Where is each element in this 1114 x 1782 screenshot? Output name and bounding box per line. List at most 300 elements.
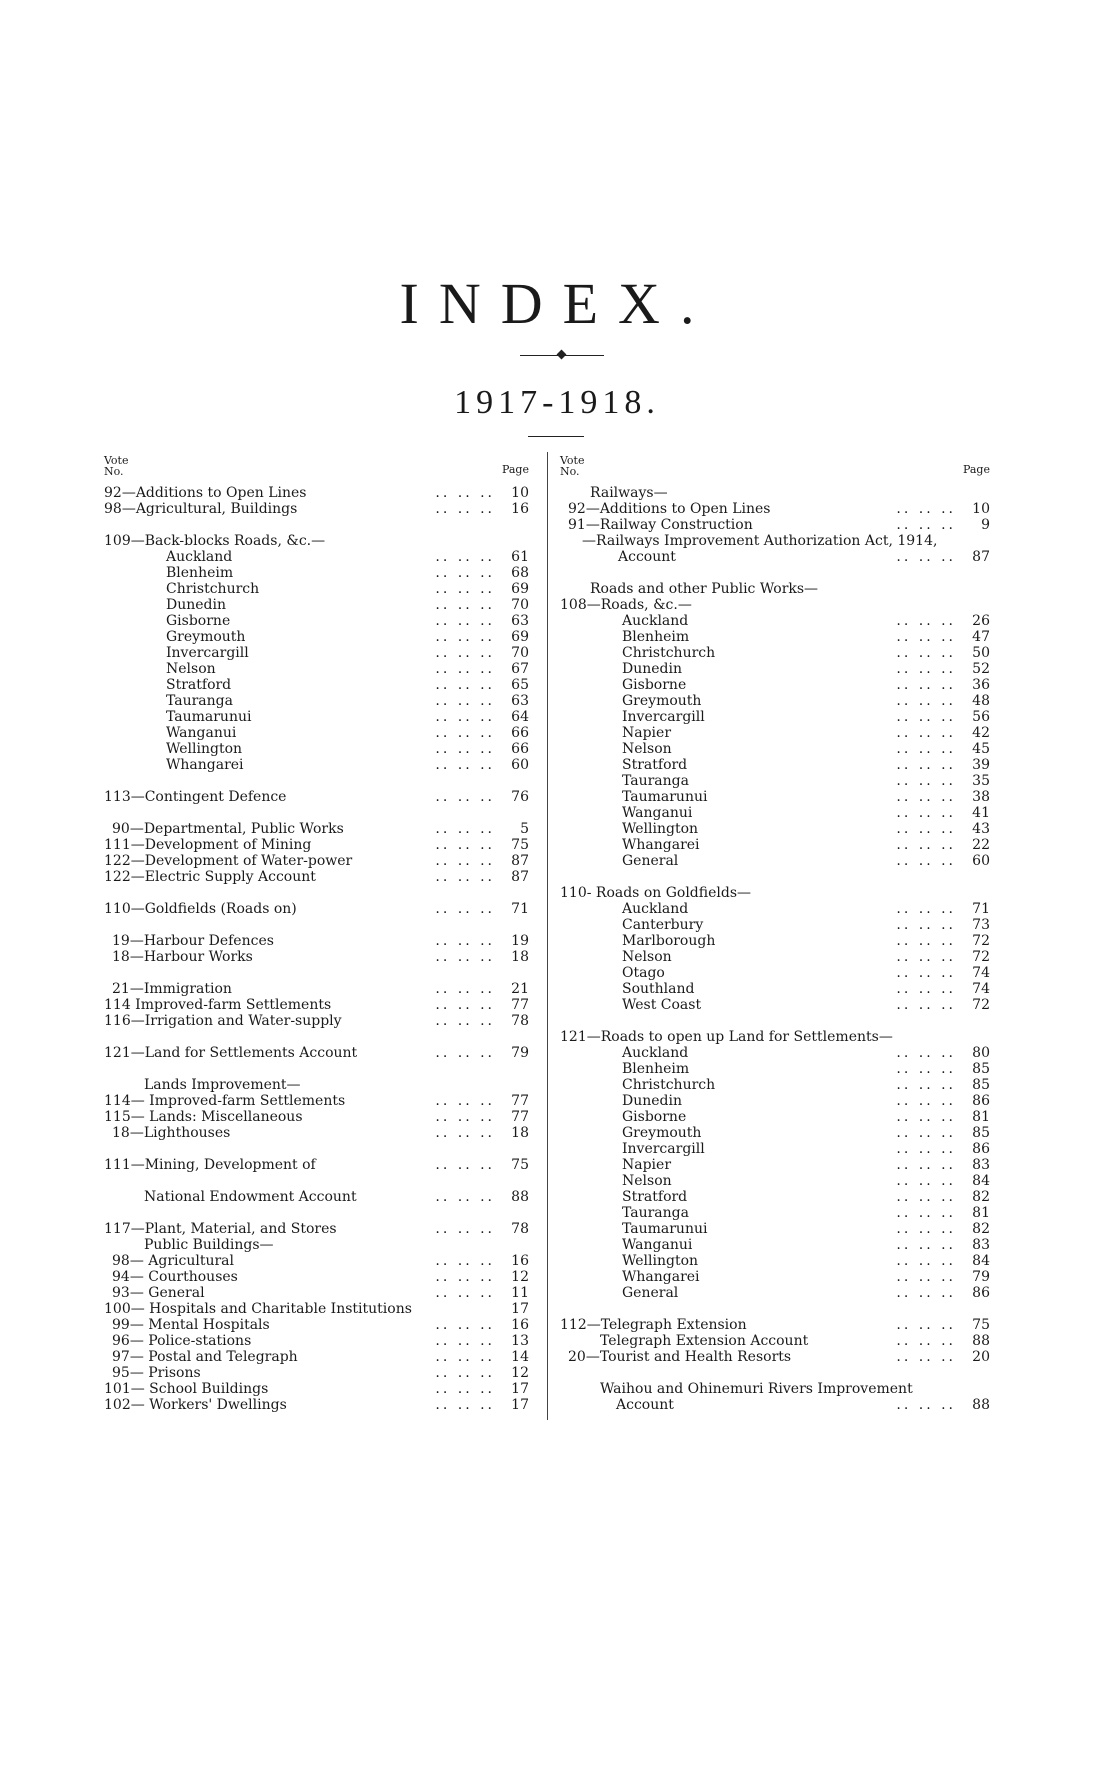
page-number: 19 — [511, 933, 529, 949]
index-entry — [104, 1365, 529, 1381]
leader-dots: .. .. .. — [896, 1061, 956, 1077]
leader-dots: .. .. .. — [435, 1013, 495, 1029]
index-entry — [104, 709, 529, 725]
page-number: 22 — [972, 837, 990, 853]
entry-spacer — [560, 869, 990, 885]
index-entry — [104, 1093, 529, 1109]
page-number: 52 — [972, 661, 990, 677]
entry-text: 91—Railway Construction — [568, 517, 753, 533]
page-number: 74 — [972, 981, 990, 997]
index-entry — [560, 1381, 990, 1397]
entry-text: Stratford — [622, 1189, 688, 1205]
entry-text: Account — [616, 1397, 674, 1413]
leader-dots: .. .. .. — [896, 1253, 956, 1269]
leader-dots: .. .. .. — [435, 709, 495, 725]
leader-dots: .. .. .. — [435, 757, 495, 773]
entry-text: Blenheim — [622, 1061, 690, 1077]
index-entry — [104, 1381, 529, 1397]
entry-text: 111—Development of Mining — [104, 837, 312, 853]
page-number: 13 — [511, 1333, 529, 1349]
entry-text: 108—Roads, &c.— — [560, 597, 692, 613]
column-header — [560, 455, 990, 485]
entry-text: General — [622, 853, 679, 869]
leader-dots: .. .. .. — [896, 1269, 956, 1285]
index-entry — [560, 901, 990, 917]
index-entry — [104, 485, 529, 501]
index-entry — [104, 821, 529, 837]
leader-dots: .. .. .. — [435, 1109, 495, 1125]
leader-dots: .. .. .. — [435, 901, 495, 917]
page-number: 88 — [511, 1189, 529, 1205]
index-entry — [104, 1045, 529, 1061]
leader-dots: .. .. .. — [896, 1141, 956, 1157]
leader-dots: .. .. .. — [435, 933, 495, 949]
index-entry — [560, 1317, 990, 1333]
page-number: 78 — [511, 1221, 529, 1237]
index-entry — [560, 1333, 990, 1349]
leader-dots: .. .. .. — [896, 501, 956, 517]
leader-dots: .. .. .. — [435, 1125, 495, 1141]
entry-text: Invercargill — [622, 709, 705, 725]
page-number: 69 — [511, 581, 529, 597]
column-divider — [547, 452, 548, 1420]
entry-text: Southland — [622, 981, 695, 997]
page-number: 48 — [972, 693, 990, 709]
entry-text: Tauranga — [622, 1205, 689, 1221]
page-number: 41 — [972, 805, 990, 821]
page-number: 70 — [511, 645, 529, 661]
page-number: 65 — [511, 677, 529, 693]
title-ornament — [557, 350, 567, 360]
leader-dots: .. .. .. — [435, 597, 495, 613]
leader-dots: .. .. .. — [896, 853, 956, 869]
page-number: 11 — [511, 1285, 529, 1301]
leader-dots: .. .. .. — [435, 501, 495, 517]
entry-text: Christchurch — [166, 581, 260, 597]
entry-text: Taumarunui — [622, 1221, 708, 1237]
entry-text: Gisborne — [166, 613, 231, 629]
index-entry — [560, 789, 990, 805]
entry-text: 112—Telegraph Extension — [560, 1317, 747, 1333]
entry-text: 20—Tourist and Health Resorts — [568, 1349, 792, 1365]
index-entry — [104, 1125, 529, 1141]
leader-dots: .. .. .. — [896, 901, 956, 917]
entry-text: Taumarunui — [622, 789, 708, 805]
entry-spacer — [104, 1141, 529, 1157]
index-entry — [560, 965, 990, 981]
page-number: 85 — [972, 1125, 990, 1141]
page-number: 86 — [972, 1285, 990, 1301]
page-number: 17 — [511, 1397, 529, 1413]
index-entry — [104, 1317, 529, 1333]
entry-text: Napier — [622, 725, 672, 741]
entry-text: Wanganui — [622, 1237, 693, 1253]
index-entry — [560, 1397, 990, 1413]
page-number: 79 — [511, 1045, 529, 1061]
leader-dots: .. .. .. — [435, 1045, 495, 1061]
leader-dots: .. .. .. — [896, 933, 956, 949]
entry-spacer — [104, 773, 529, 789]
entry-text: Lands Improvement— — [144, 1077, 301, 1093]
index-entry — [104, 549, 529, 565]
entry-text: Wellington — [166, 741, 243, 757]
page-number: 60 — [511, 757, 529, 773]
index-entry — [560, 1253, 990, 1269]
entry-spacer — [104, 517, 529, 533]
leader-dots: .. .. .. — [896, 725, 956, 741]
index-entry — [104, 933, 529, 949]
leader-dots: .. .. .. — [435, 677, 495, 693]
entry-text: 102— Workers' Dwellings — [104, 1397, 287, 1413]
entry-text: 92—Additions to Open Lines — [104, 485, 307, 501]
leader-dots: .. .. .. — [896, 677, 956, 693]
page-number: 81 — [972, 1109, 990, 1125]
page-number: 18 — [511, 1125, 529, 1141]
page-number: 17 — [511, 1301, 529, 1317]
index-entry — [104, 597, 529, 613]
index-entry — [560, 693, 990, 709]
entry-text: Whangarei — [622, 837, 700, 853]
leader-dots: .. .. .. — [896, 1077, 956, 1093]
entry-text: West Coast — [622, 997, 702, 1013]
page-number: 50 — [972, 645, 990, 661]
index-entry — [560, 501, 990, 517]
index-entry — [560, 1077, 990, 1093]
page-number: 10 — [972, 501, 990, 517]
page-number: 80 — [972, 1045, 990, 1061]
index-entry — [104, 981, 529, 997]
entry-text: Invercargill — [622, 1141, 705, 1157]
vote-number-label: Vote No. — [560, 454, 585, 478]
index-entry — [560, 917, 990, 933]
entry-text: 96— Police-stations — [112, 1333, 252, 1349]
index-entry — [560, 997, 990, 1013]
page-number: 16 — [511, 501, 529, 517]
index-entry — [560, 853, 990, 869]
leader-dots: .. .. .. — [896, 1333, 956, 1349]
leader-dots: .. .. .. — [896, 1109, 956, 1125]
leader-dots: .. .. .. — [896, 997, 956, 1013]
page-number: 84 — [972, 1173, 990, 1189]
entry-text: 111—Mining, Development of — [104, 1157, 316, 1173]
index-entry — [104, 997, 529, 1013]
index-entry — [560, 1349, 990, 1365]
index-entry — [560, 661, 990, 677]
leader-dots: .. .. .. — [435, 1253, 495, 1269]
column-header — [104, 455, 529, 485]
entry-text: Christchurch — [622, 1077, 716, 1093]
index-entry — [560, 1205, 990, 1221]
leader-dots: .. .. .. — [435, 1285, 495, 1301]
entry-spacer — [104, 805, 529, 821]
leader-dots: .. .. .. — [896, 1157, 956, 1173]
leader-dots: .. .. .. — [896, 805, 956, 821]
index-entry — [104, 789, 529, 805]
entry-text: 18—Lighthouses — [112, 1125, 231, 1141]
entry-text: 99— Mental Hospitals — [112, 1317, 270, 1333]
entry-spacer — [560, 1365, 990, 1381]
page-number: 21 — [511, 981, 529, 997]
index-entry — [104, 1109, 529, 1125]
index-entry — [104, 949, 529, 965]
page-number: 9 — [981, 517, 990, 533]
index-entry — [560, 709, 990, 725]
entry-text: General — [622, 1285, 679, 1301]
index-column-right — [560, 455, 990, 1413]
leader-dots: .. .. .. — [896, 1285, 956, 1301]
entry-text: 18—Harbour Works — [112, 949, 253, 965]
entry-spacer — [104, 885, 529, 901]
index-entry — [560, 885, 990, 901]
page-number: 69 — [511, 629, 529, 645]
page-number: 72 — [972, 949, 990, 965]
entry-text: 121—Roads to open up Land for Settlements— — [560, 1029, 893, 1045]
index-entry — [560, 1221, 990, 1237]
index-entry — [104, 533, 529, 549]
entry-text: Auckland — [622, 613, 689, 629]
entry-text: Railways— — [590, 485, 668, 501]
entry-text: Otago — [622, 965, 665, 981]
index-entry — [104, 501, 529, 517]
index-entry — [104, 613, 529, 629]
index-entry — [104, 1285, 529, 1301]
entry-text: Dunedin — [622, 661, 682, 677]
index-entry — [104, 1349, 529, 1365]
entry-text: 110—Goldfields (Roads on) — [104, 901, 297, 917]
page-number: 74 — [972, 965, 990, 981]
page-number: 88 — [972, 1333, 990, 1349]
entry-text: Christchurch — [622, 645, 716, 661]
leader-dots: .. .. .. — [435, 549, 495, 565]
entry-text: Gisborne — [622, 677, 687, 693]
page-number: 81 — [972, 1205, 990, 1221]
leader-dots: .. .. .. — [896, 965, 956, 981]
entry-text: Auckland — [622, 1045, 689, 1061]
entry-text: Nelson — [622, 1173, 672, 1189]
leader-dots: .. .. .. — [896, 949, 956, 965]
entry-text: Tauranga — [166, 693, 233, 709]
index-entry — [104, 1397, 529, 1413]
page-number: 12 — [511, 1365, 529, 1381]
page-number: 85 — [972, 1061, 990, 1077]
page-number: 66 — [511, 741, 529, 757]
index-entry — [560, 1285, 990, 1301]
index-entry — [104, 1333, 529, 1349]
leader-dots: .. .. .. — [896, 1237, 956, 1253]
entry-spacer — [104, 1061, 529, 1077]
page-number: 87 — [511, 853, 529, 869]
entry-text: Nelson — [166, 661, 216, 677]
entry-text: 98— Agricultural — [112, 1253, 235, 1269]
index-entry — [104, 853, 529, 869]
index-entry — [104, 741, 529, 757]
index-entry — [560, 1237, 990, 1253]
leader-dots: .. .. .. — [435, 693, 495, 709]
index-entry — [560, 741, 990, 757]
index-entry — [104, 1189, 529, 1205]
page-number: 56 — [972, 709, 990, 725]
index-entry — [560, 725, 990, 741]
entry-text: 114 Improved-farm Settlements — [104, 997, 332, 1013]
leader-dots: .. .. .. — [896, 821, 956, 837]
entry-text: 19—Harbour Defences — [112, 933, 274, 949]
page-number: 47 — [972, 629, 990, 645]
entry-text: 21—Immigration — [112, 981, 232, 997]
page-number: 67 — [511, 661, 529, 677]
entry-text: Tauranga — [622, 773, 689, 789]
entry-text: Blenheim — [166, 565, 234, 581]
page-number: 75 — [972, 1317, 990, 1333]
leader-dots: .. .. .. — [435, 741, 495, 757]
index-entry — [560, 757, 990, 773]
entry-text: 109—Back-blocks Roads, &c.— — [104, 533, 326, 549]
entry-text: Telegraph Extension Account — [600, 1333, 809, 1349]
entry-text: Wellington — [622, 821, 699, 837]
page-number: 84 — [972, 1253, 990, 1269]
page-number: 63 — [511, 693, 529, 709]
page-number: 64 — [511, 709, 529, 725]
leader-dots: .. .. .. — [896, 1045, 956, 1061]
index-entry — [104, 1237, 529, 1253]
page-number: 61 — [511, 549, 529, 565]
leader-dots: .. .. .. — [435, 1365, 495, 1381]
page-number: 39 — [972, 757, 990, 773]
entry-text: 116—Irrigation and Water-supply — [104, 1013, 342, 1029]
index-entry — [560, 1189, 990, 1205]
leader-dots: .. .. .. — [435, 821, 495, 837]
leader-dots: .. .. .. — [896, 981, 956, 997]
page-number: 38 — [972, 789, 990, 805]
entry-spacer — [104, 1205, 529, 1221]
leader-dots: .. .. .. — [435, 485, 495, 501]
leader-dots: .. .. .. — [435, 645, 495, 661]
entry-text: 98—Agricultural, Buildings — [104, 501, 298, 517]
index-entry — [560, 533, 990, 549]
page-number: 66 — [511, 725, 529, 741]
leader-dots: .. .. .. — [896, 517, 956, 533]
index-entry — [104, 1157, 529, 1173]
entry-text: Dunedin — [166, 597, 226, 613]
page-number: 5 — [520, 821, 529, 837]
leader-dots: .. .. .. — [896, 773, 956, 789]
entry-text: Wanganui — [166, 725, 237, 741]
leader-dots: .. .. .. — [896, 1205, 956, 1221]
entry-text: Gisborne — [622, 1109, 687, 1125]
entry-text: Whangarei — [622, 1269, 700, 1285]
entry-text: 101— School Buildings — [104, 1381, 269, 1397]
leader-dots: .. .. .. — [896, 1221, 956, 1237]
leader-dots: .. .. .. — [435, 981, 495, 997]
index-entry — [560, 933, 990, 949]
page-number: 82 — [972, 1221, 990, 1237]
entry-text: Marlborough — [622, 933, 716, 949]
page-number: 82 — [972, 1189, 990, 1205]
leader-dots: .. .. .. — [896, 757, 956, 773]
index-entry — [560, 629, 990, 645]
page-number: 14 — [511, 1349, 529, 1365]
index-entry — [104, 677, 529, 693]
entry-text: Greymouth — [622, 1125, 702, 1141]
page-label: Page — [962, 463, 990, 476]
page-number: 17 — [511, 1381, 529, 1397]
index-entry — [560, 1061, 990, 1077]
index-entry — [104, 901, 529, 917]
page-number: 72 — [972, 933, 990, 949]
entry-text: Nelson — [622, 741, 672, 757]
index-entries — [560, 485, 990, 1413]
leader-dots: .. .. .. — [896, 917, 956, 933]
page-number: 60 — [972, 853, 990, 869]
index-entry — [560, 837, 990, 853]
index-entry — [560, 1269, 990, 1285]
entry-text: Canterbury — [622, 917, 704, 933]
leader-dots: .. .. .. — [435, 789, 495, 805]
leader-dots: .. .. .. — [435, 949, 495, 965]
page-number: 42 — [972, 725, 990, 741]
index-entry — [104, 869, 529, 885]
index-entry — [560, 613, 990, 629]
page-number: 77 — [511, 1093, 529, 1109]
index-entry — [560, 581, 990, 597]
entry-text: Taumarunui — [166, 709, 252, 725]
page-number: 85 — [972, 1077, 990, 1093]
index-entry — [104, 1077, 529, 1093]
entry-text: Blenheim — [622, 629, 690, 645]
index-entry — [560, 773, 990, 789]
page-title: INDEX. — [399, 271, 715, 336]
page-number: 79 — [972, 1269, 990, 1285]
index-entry — [560, 949, 990, 965]
leader-dots: .. .. .. — [896, 661, 956, 677]
page-number: 75 — [511, 837, 529, 853]
index-entry — [560, 549, 990, 565]
entry-text: 114— Improved-farm Settlements — [104, 1093, 346, 1109]
entry-spacer — [104, 1029, 529, 1045]
entry-text: 92—Additions to Open Lines — [568, 501, 771, 517]
entry-text: National Endowment Account — [144, 1189, 357, 1205]
index-entry — [104, 757, 529, 773]
index-entry — [560, 677, 990, 693]
page-number: 71 — [972, 901, 990, 917]
page-number: 35 — [972, 773, 990, 789]
entry-spacer — [104, 1173, 529, 1189]
entry-text: 90—Departmental, Public Works — [112, 821, 344, 837]
entry-text: Invercargill — [166, 645, 249, 661]
leader-dots: .. .. .. — [896, 549, 956, 565]
page-number: 77 — [511, 1109, 529, 1125]
leader-dots: .. .. .. — [435, 837, 495, 853]
entry-text: Stratford — [622, 757, 688, 773]
index-entry — [560, 805, 990, 821]
index-entry — [560, 517, 990, 533]
index-entry — [104, 1221, 529, 1237]
leader-dots: .. .. .. — [435, 869, 495, 885]
index-entry — [104, 1269, 529, 1285]
page-number: 68 — [511, 565, 529, 581]
page-number: 18 — [511, 949, 529, 965]
entry-text: Wellington — [622, 1253, 699, 1269]
index-entry — [104, 581, 529, 597]
vote-number-label: Vote No. — [104, 454, 129, 478]
entry-text: Auckland — [622, 901, 689, 917]
entry-text: Waihou and Ohinemuri Rivers Improvement — [600, 1381, 913, 1397]
leader-dots: .. .. .. — [896, 1317, 956, 1333]
leader-dots: .. .. .. — [896, 613, 956, 629]
leader-dots: .. .. .. — [435, 1157, 495, 1173]
leader-dots: .. .. .. — [896, 1349, 956, 1365]
index-entry — [560, 1093, 990, 1109]
page-number: 78 — [511, 1013, 529, 1029]
